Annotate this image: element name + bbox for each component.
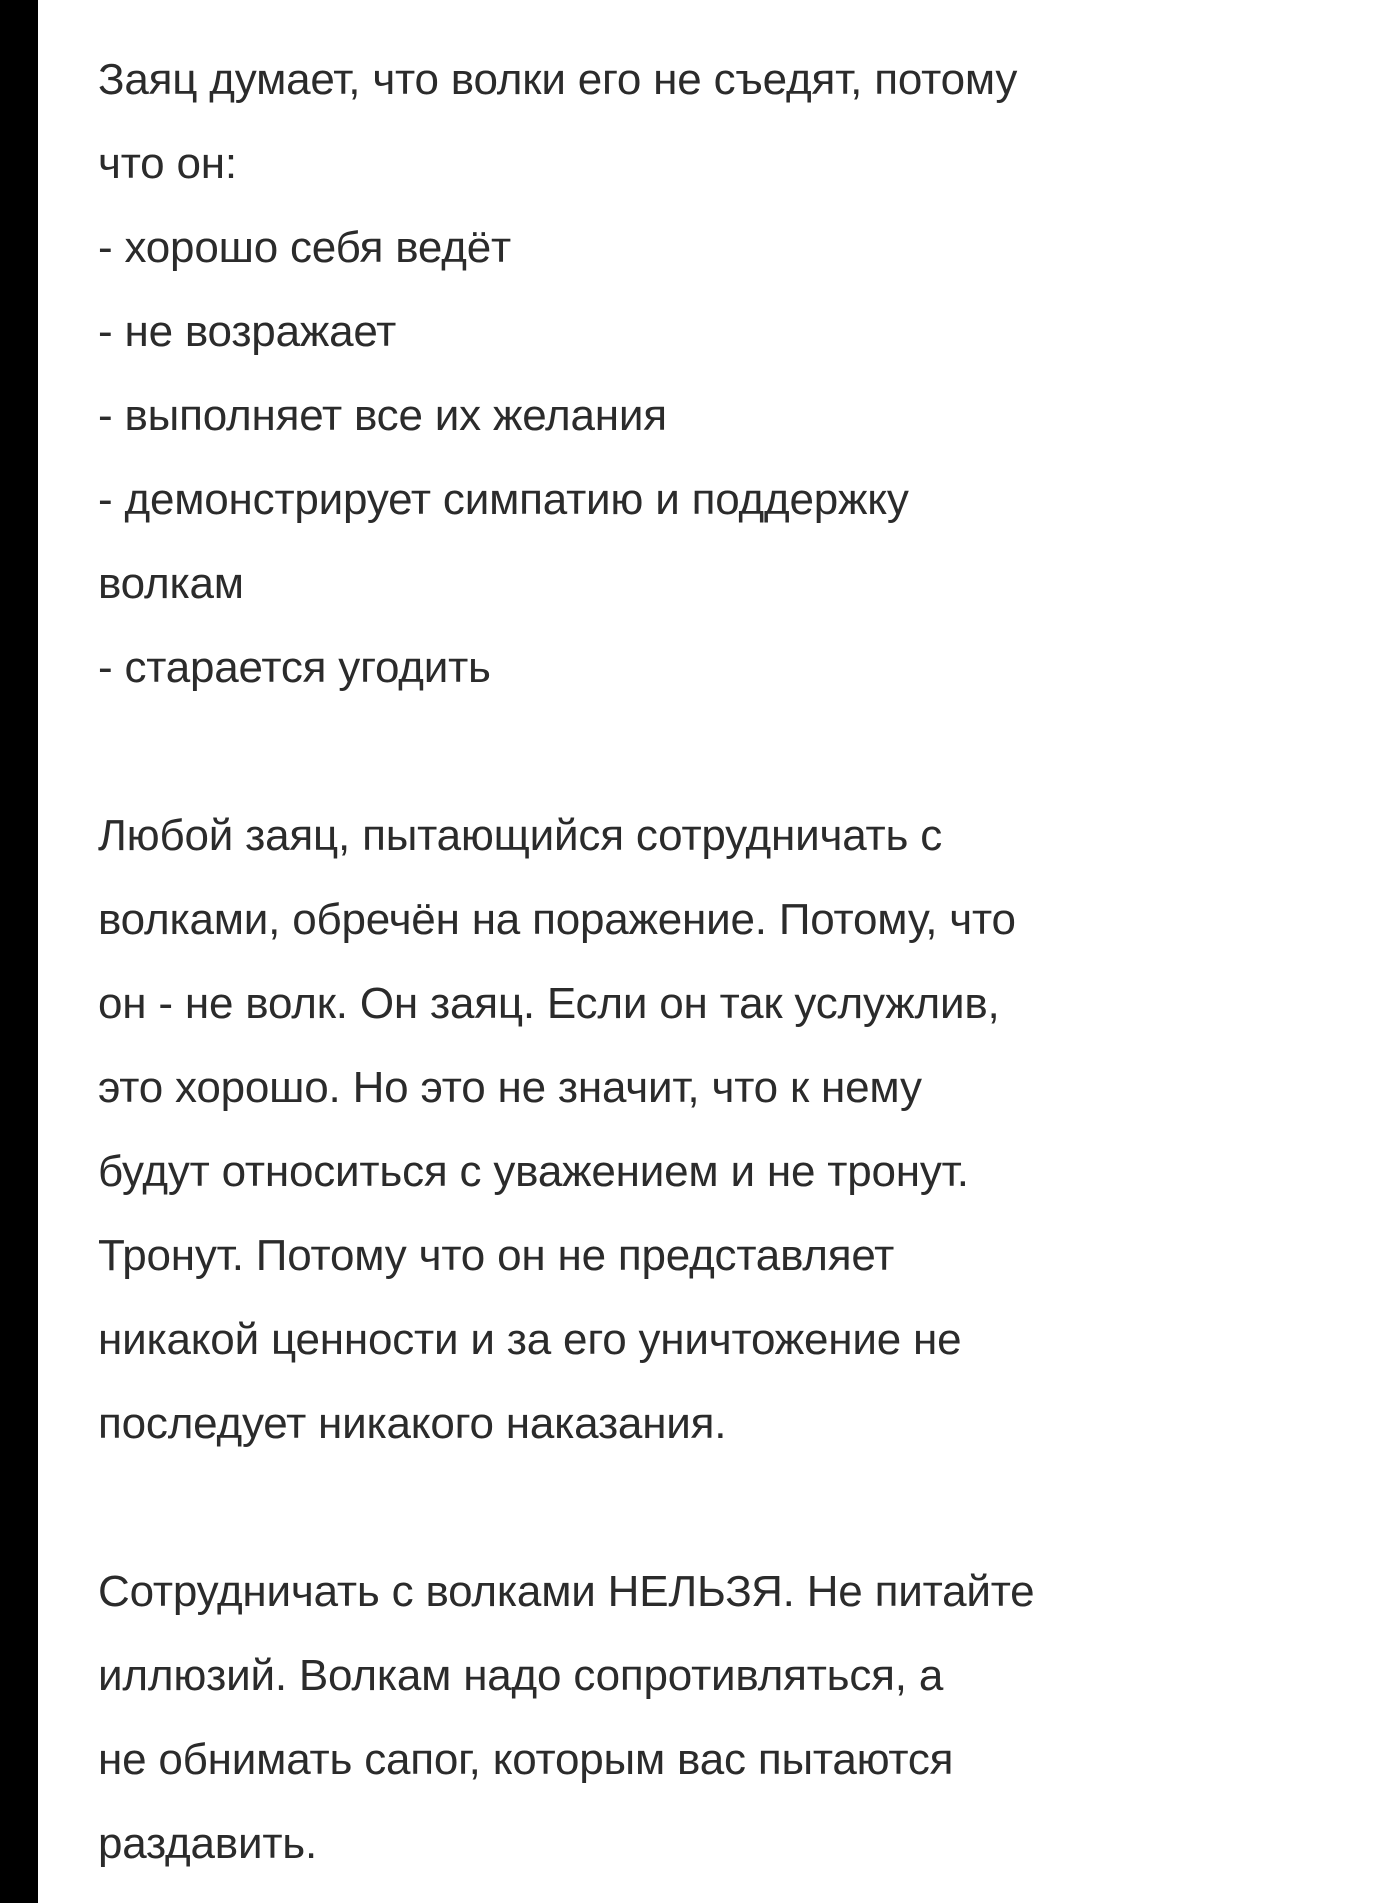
text-line: последует никакого наказания. [98, 1399, 727, 1448]
text-line: иллюзий. Волкам надо сопротивляться, а [98, 1651, 944, 1700]
text-line: никакой ценности и за его уничтожение не [98, 1315, 962, 1364]
paragraph-hare-beliefs [98, 38, 1378, 710]
list-item: - выполняет все их желания [98, 391, 667, 440]
left-dark-edge [0, 0, 38, 1903]
text-line: волками, обречён на поражение. Потому, что [98, 895, 1016, 944]
text-line: Тронут. Потому что он не представляет [98, 1231, 895, 1280]
list-item: - демонстрирует симпатию и поддержку [98, 475, 909, 524]
text-line: Заяц думает, что волки его не съедят, потому [98, 55, 1018, 104]
list-item: - старается угодить [98, 643, 491, 692]
text-line: что он: [98, 139, 237, 188]
text-line: не обнимать сапог, которым вас пытаются [98, 1735, 954, 1784]
text-line: он - не волк. Он заяц. Если он так услужлив, [98, 979, 1000, 1028]
paragraph-conclusion [98, 1550, 1378, 1886]
text-line: это хорошо. Но это не значит, что к нему [98, 1063, 922, 1112]
text-line: Любой заяц, пытающийся сотрудничать с [98, 811, 943, 860]
paragraph-doomed-hare [98, 794, 1378, 1466]
post-panel [38, 0, 1392, 1903]
paragraph-gap [98, 1466, 1378, 1550]
paragraph-gap [98, 710, 1378, 794]
list-item: - не возражает [98, 307, 397, 356]
post-text [98, 38, 1378, 1886]
text-line: будут относиться с уважением и не тронут. [98, 1147, 969, 1196]
text-line: раздавить. [98, 1819, 318, 1868]
text-line: Сотрудничать с волками НЕЛЬЗЯ. Не питайте [98, 1567, 1035, 1616]
list-item-continued: волкам [98, 559, 244, 608]
list-item: - хорошо себя ведёт [98, 223, 511, 272]
